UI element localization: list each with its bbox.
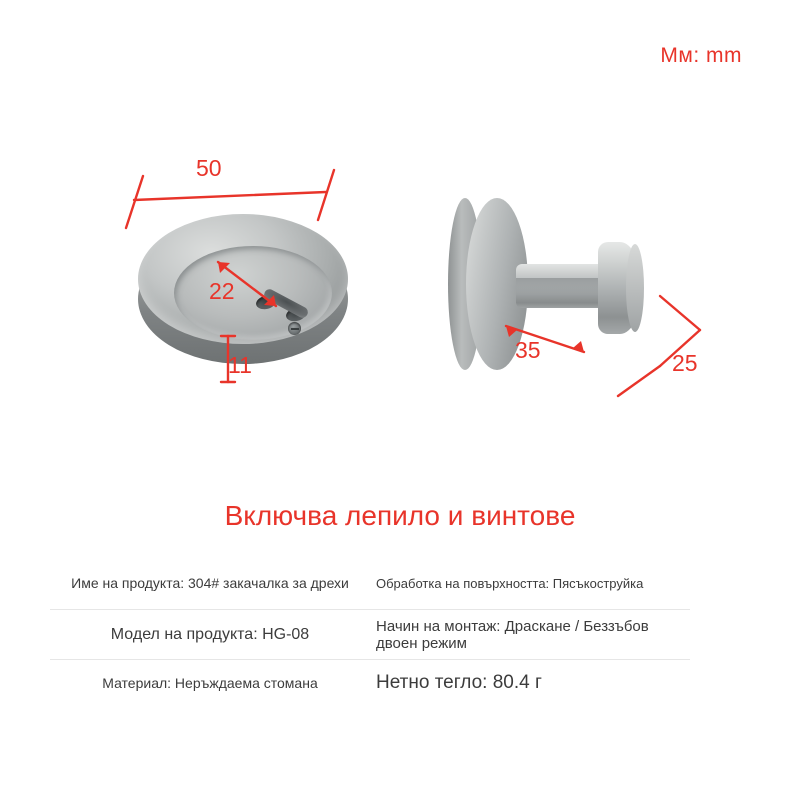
spec-row: Име на продукта: 304# закачалка за дрехи bbox=[50, 558, 370, 610]
hook-cap-face bbox=[626, 244, 644, 332]
set-screw-icon bbox=[288, 322, 301, 335]
spec-row: Обработка на повърхността: Пясъкоструйка bbox=[370, 558, 690, 610]
unit-label: Мм: mm bbox=[660, 44, 742, 67]
dimension-hole-spacing: 22 bbox=[209, 278, 235, 304]
spec-row: Нетно тегло: 80.4 г bbox=[376, 672, 542, 693]
hook-arm-shading bbox=[516, 278, 608, 294]
product-illustration-area bbox=[0, 120, 800, 440]
spec-column-right bbox=[370, 558, 690, 706]
spec-table bbox=[40, 558, 760, 738]
spec-row: Модел на продукта: HG-08 bbox=[50, 610, 370, 660]
dimension-hook-depth: 25 bbox=[672, 350, 698, 376]
spec-row: Материал: Неръждаема стомана bbox=[102, 675, 318, 691]
spec-column-left bbox=[50, 558, 370, 706]
base-plate-recess bbox=[174, 246, 332, 340]
dimension-plate-diameter: 50 bbox=[196, 155, 222, 181]
spec-row: Начин на монтаж: Драскане / Беззъбов двоен режим bbox=[370, 610, 690, 660]
promo-headline: Включва лепило и винтове bbox=[224, 500, 576, 531]
dimension-hook-length: 35 bbox=[515, 337, 541, 363]
dimension-plate-thickness: 11 bbox=[228, 352, 252, 378]
base-plate-top bbox=[138, 214, 348, 344]
hook-illustration bbox=[430, 178, 690, 428]
